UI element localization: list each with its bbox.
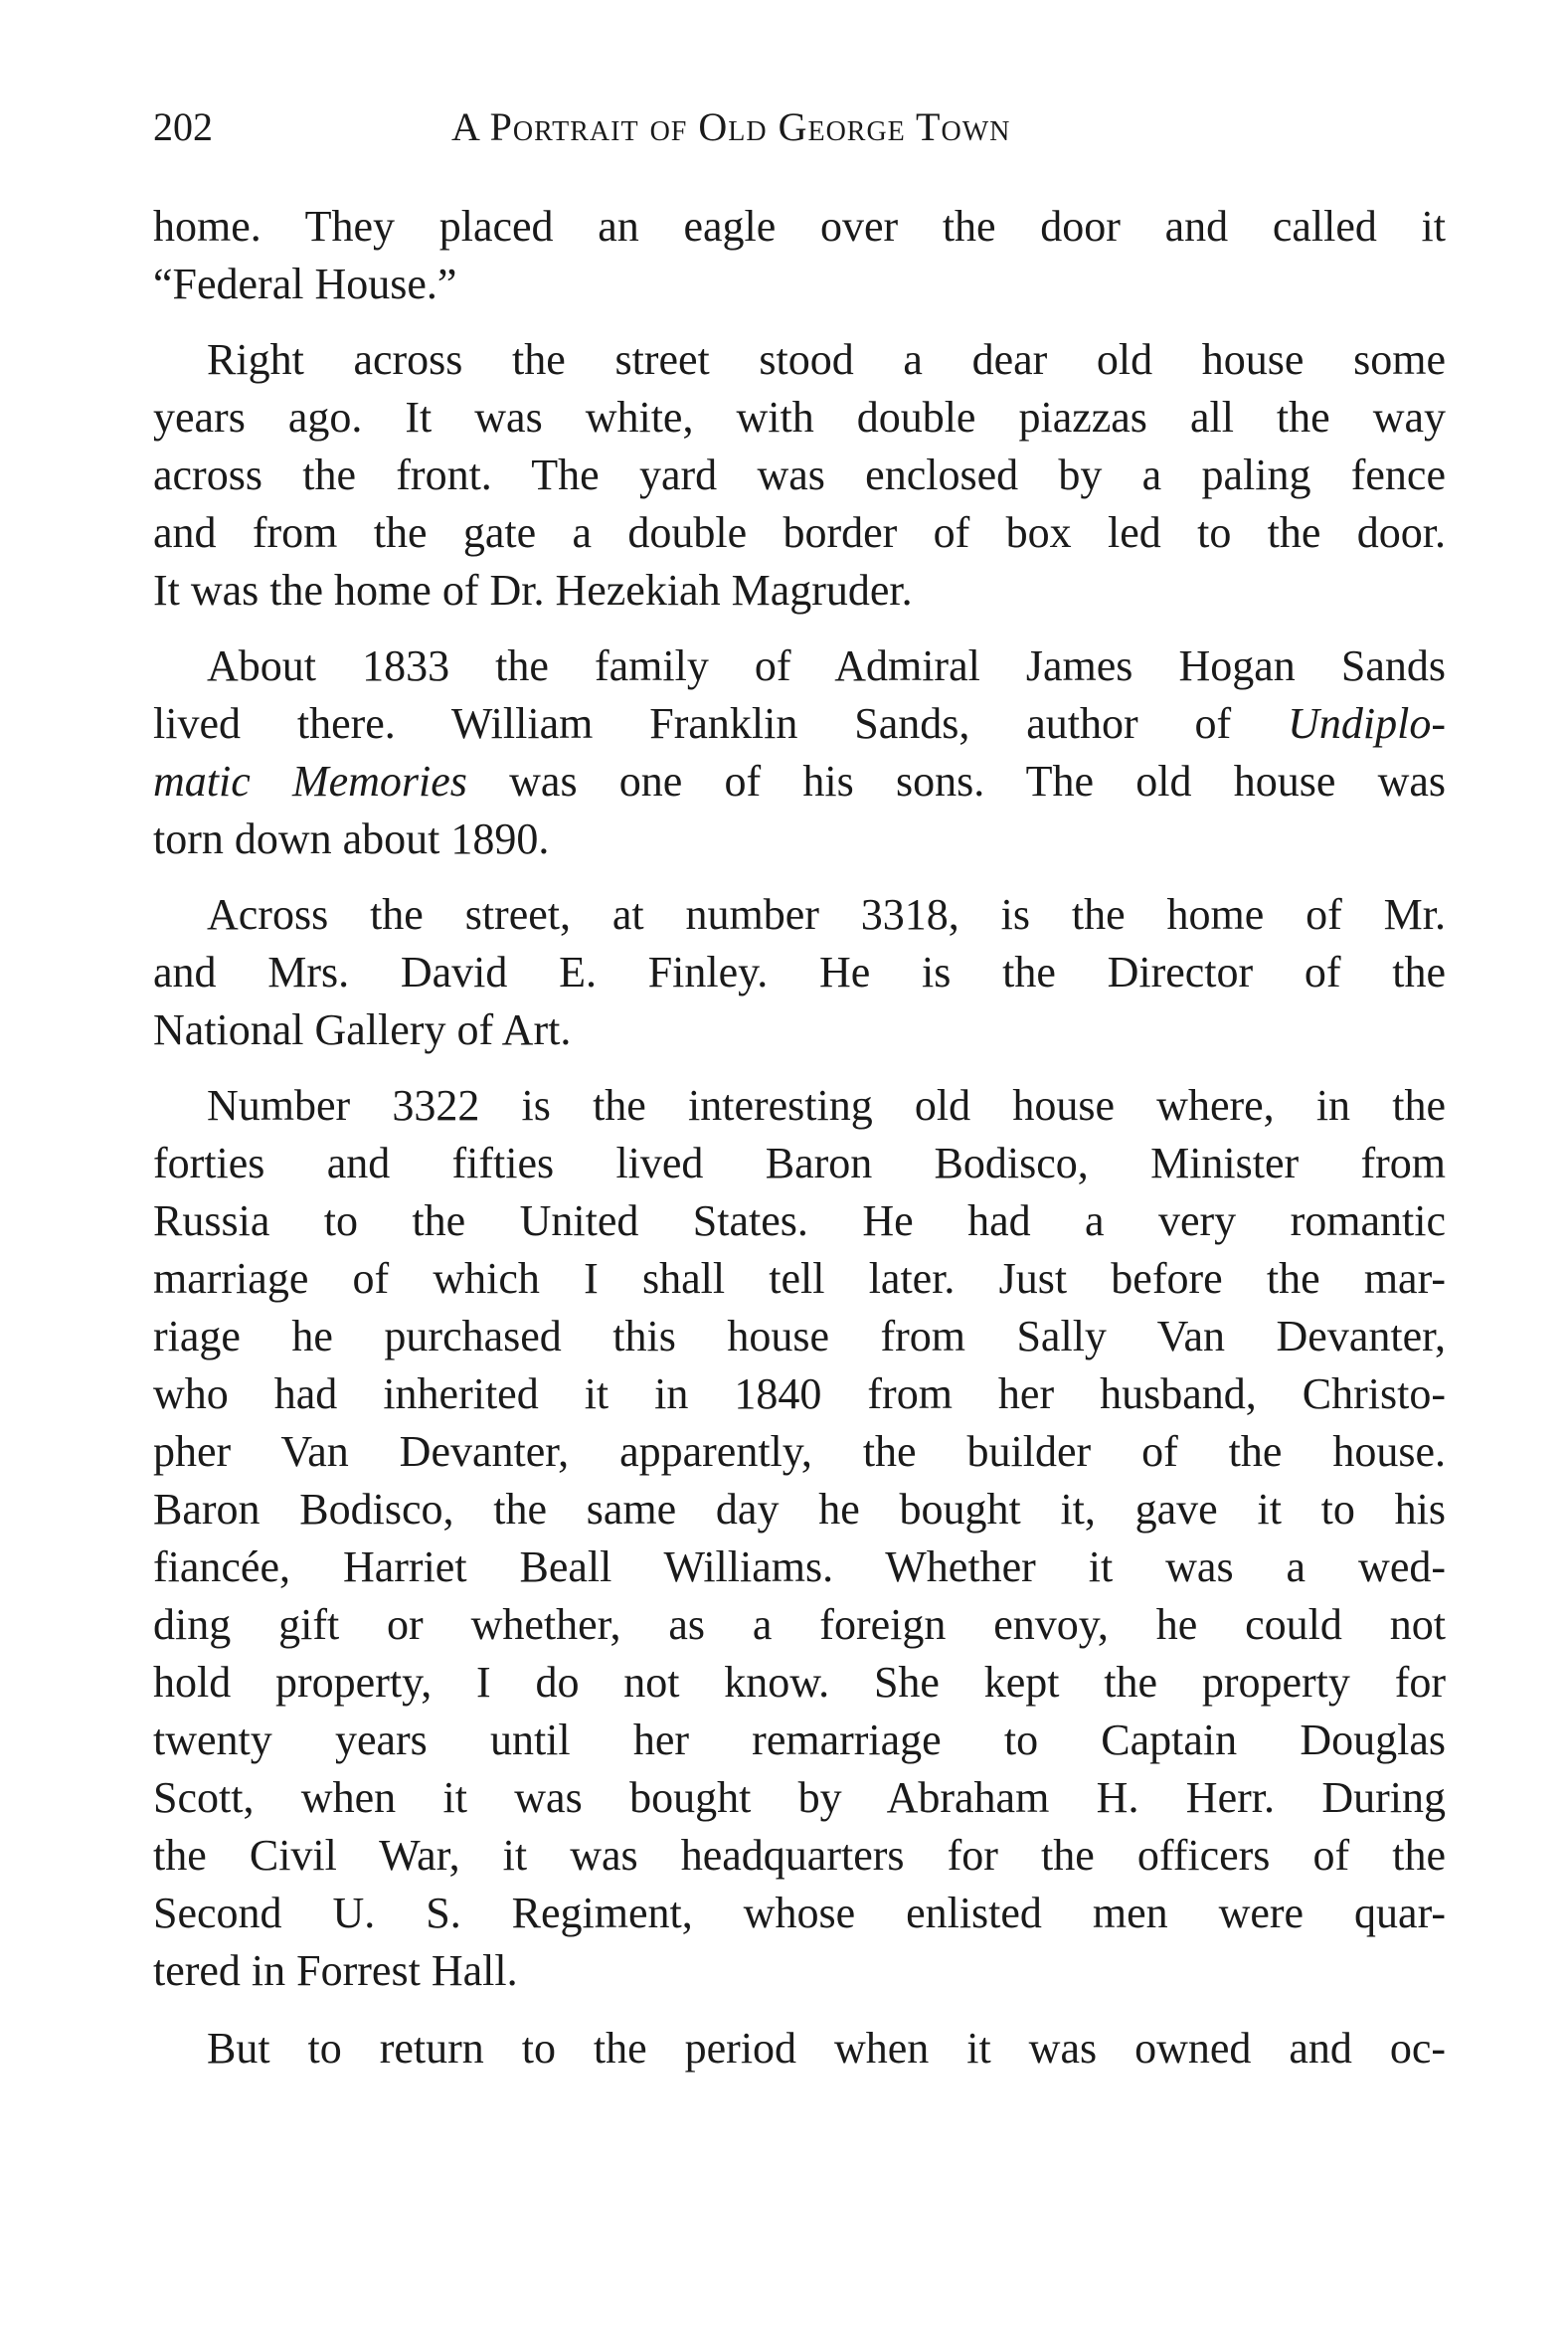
text-line: who had inherited it in 1840 from her husband, Christo- — [153, 1369, 1446, 1418]
text-run: lived there. William Franklin Sands, author of — [153, 699, 1289, 748]
text-line — [153, 752, 1446, 812]
text-line: National Gallery of Art. — [153, 1005, 572, 1054]
text-line: home. They placed an eagle over the door and called it — [153, 202, 1446, 251]
paragraph-start: Number 3322 is the interesting old house where, in the — [207, 1081, 1446, 1130]
text-line: tered in Forrest Hall. — [153, 1946, 518, 1995]
text-line: Second U. S. Regiment, whose enlisted men were quar- — [153, 1889, 1446, 1937]
page-header — [153, 97, 1446, 157]
paragraph-start: About 1833 the family of Admiral James Hogan Sands — [207, 641, 1446, 690]
text-line: It was the home of Dr. Hezekiah Magruder. — [153, 566, 913, 615]
text-line: forties and fifties lived Baron Bodisco, Minister from — [153, 1139, 1446, 1187]
italic-title: Undiplo- — [1288, 699, 1446, 748]
text-line — [153, 694, 1446, 754]
paragraph-start: Across the street, at number 3318, is the home of Mr. — [207, 890, 1446, 939]
page-number: 202 — [153, 104, 213, 149]
text-line: Russia to the United States. He had a very romantic — [153, 1196, 1446, 1245]
text-line: ding gift or whether, as a foreign envoy, he could not — [153, 1600, 1446, 1649]
text-line: torn down about 1890. — [153, 814, 550, 863]
text-line: pher Van Devanter, apparently, the builder of the house. — [153, 1427, 1446, 1476]
paragraph-start: But to return to the period when it was owned and oc- — [207, 2024, 1446, 2073]
text-line: fiancée, Harriet Beall Williams. Whether it was a wed- — [153, 1542, 1446, 1591]
text-line: across the front. The yard was enclosed by a paling fence — [153, 451, 1446, 499]
text-line: and Mrs. David E. Finley. He is the Director of the — [153, 948, 1446, 996]
text-line: the Civil War, it was headquarters for the officers of the — [153, 1831, 1446, 1880]
running-title: A Portrait of Old George Town — [451, 104, 1011, 149]
text-line: Scott, when it was bought by Abraham H. Herr. During — [153, 1773, 1446, 1822]
text-line: twenty years until her remarriage to Captain Douglas — [153, 1716, 1446, 1764]
text-line: and from the gate a double border of box led to the door. — [153, 508, 1446, 557]
text-line: hold property, I do not know. She kept the property for — [153, 1658, 1446, 1707]
text-line: “Federal House.” — [153, 260, 457, 308]
italic-title: matic Memories — [153, 757, 467, 806]
text-line: years ago. It was white, with double piazzas all the way — [153, 393, 1446, 442]
text-line: marriage of which I shall tell later. Just before the mar- — [153, 1254, 1446, 1303]
text-line: Baron Bodisco, the same day he bought it, gave it to his — [153, 1485, 1446, 1534]
paragraph-start: Right across the street stood a dear old house some — [207, 335, 1446, 384]
text-run: was one of his sons. The old house was — [466, 757, 1446, 806]
text-line: riage he purchased this house from Sally Van Devanter, — [153, 1312, 1446, 1360]
